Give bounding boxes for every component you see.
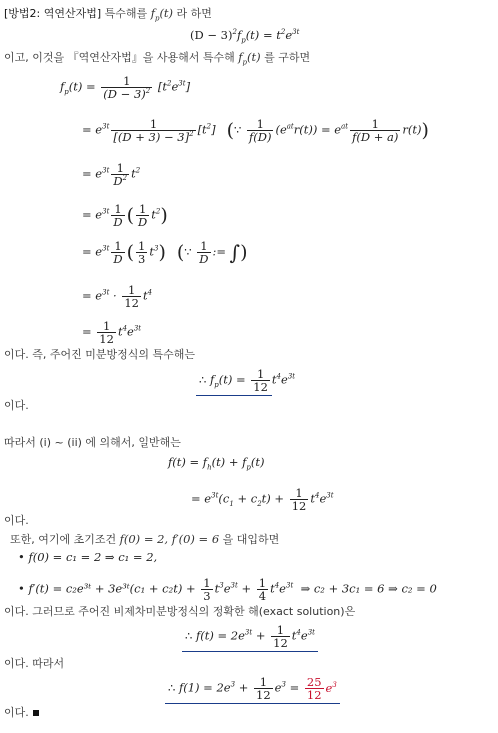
method-heading: [방법2: 역연산자법] <box>4 7 102 20</box>
therefore-line: 따라서 (i) ~ (ii) 에 의해서, 일반해는 <box>4 436 181 449</box>
step-4: = $e^{3t}$ $\frac{1}{D}$ ( $\frac{1}{D}$ $t^2$) <box>82 202 168 229</box>
operator-equation: $(D - 3)^2f_p(t) = t^2e^{3t}$ <box>190 28 300 45</box>
ending-line: 이다. <box>4 706 39 720</box>
text-ida-1: 이다. <box>4 399 29 412</box>
exact-solution-text: 이다. 그러므로 주어진 비제차미분방정식의 정확한 해(exact solution)은 <box>4 605 356 618</box>
fp-symbol: $f_p(t)$ <box>150 6 174 23</box>
intro-text2: 라 하면 <box>176 7 212 20</box>
particular-solution-result: ∴ $f_p(t)$ = $\frac{1}{12}$ $t^4e^{3t}$ <box>196 368 272 396</box>
general-solution-2: = $e^{3t}(c_1 + c_2t)$ + $\frac{1}{12}$ $t^4e^{3t}$ <box>191 486 334 513</box>
general-solution-1: $f(t) = f_h(t) + f_p(t)$ <box>168 455 265 472</box>
step-7: = $\frac{1}{12}$ $t^4e^{3t}$ <box>82 319 142 346</box>
text-ida-2: 이다. <box>4 514 29 527</box>
qed-square-icon <box>33 710 39 716</box>
method-description: 이고, 이것을 『역연산자법』을 사용해서 특수해 $f_p(t)$ 를 구하면 <box>4 50 311 67</box>
bullet-1: • f(0) = c₁ = 2 ⇒ c₁ = 2, <box>18 550 158 564</box>
step-5: = $e^{3t}$ $\frac{1}{D}$ ( $\frac{1}{3}$ $t^3$) (∵ $\frac{1}{D}$ := ∫) <box>82 239 248 266</box>
bullet-2: • f′(t) = c₂e³ᵗ + 3e³ᵗ(c₁ + c₂t) + $\frac{1}{3}$ $t^3e^{3t}$ + $\frac{1}{4}$ $t^4e^{3t}$ ⇒ c₂ + 3c₁ = 6 ⇒ c₂ = 0 <box>18 576 437 603</box>
step-6: = $e^{3t}$ · $\frac{1}{12}$ $t^4$ <box>82 283 153 310</box>
text-ida-3: 이다. 따라서 <box>4 657 65 670</box>
step-3: = $e^{3t}$ $\frac{1}{D^2}$ $t^2$ <box>82 161 141 188</box>
initial-conditions-line: 또한, 여기에 초기조건 f(0) = 2, f′(0) = 6 을 대입하면 <box>10 532 280 546</box>
particular-solution-text: 이다. 즉, 주어진 미분방정식의 특수해는 <box>4 348 195 361</box>
exact-solution: ∴ $f(t) = 2e^{3t}$ + $\frac{1}{12}$ $t^4e^{3t}$ <box>182 624 318 652</box>
final-result: ∴ $f(1) = 2e^3$ + $\frac{1}{12}$ $e^3$ = $\frac{25}{12}$ $e^3$ <box>165 676 340 704</box>
intro-text: 특수해를 <box>104 7 148 20</box>
step-2: = $e^{3t}$ $\frac{1}{[(D + 3) - 3]^2}$ $[t^2]$ (∵ $\frac{1}{f(D)}$ $(e^{at}r(t)) = e^{at}$ $\frac{1}{f(D + a)}$ r(t)) <box>82 117 429 144</box>
method-heading-line <box>4 6 212 21</box>
step-1: $f_p(t)$ = $\frac{1}{(D - 3)^2}$ $[t^2e^{3t}]$ <box>60 74 191 101</box>
